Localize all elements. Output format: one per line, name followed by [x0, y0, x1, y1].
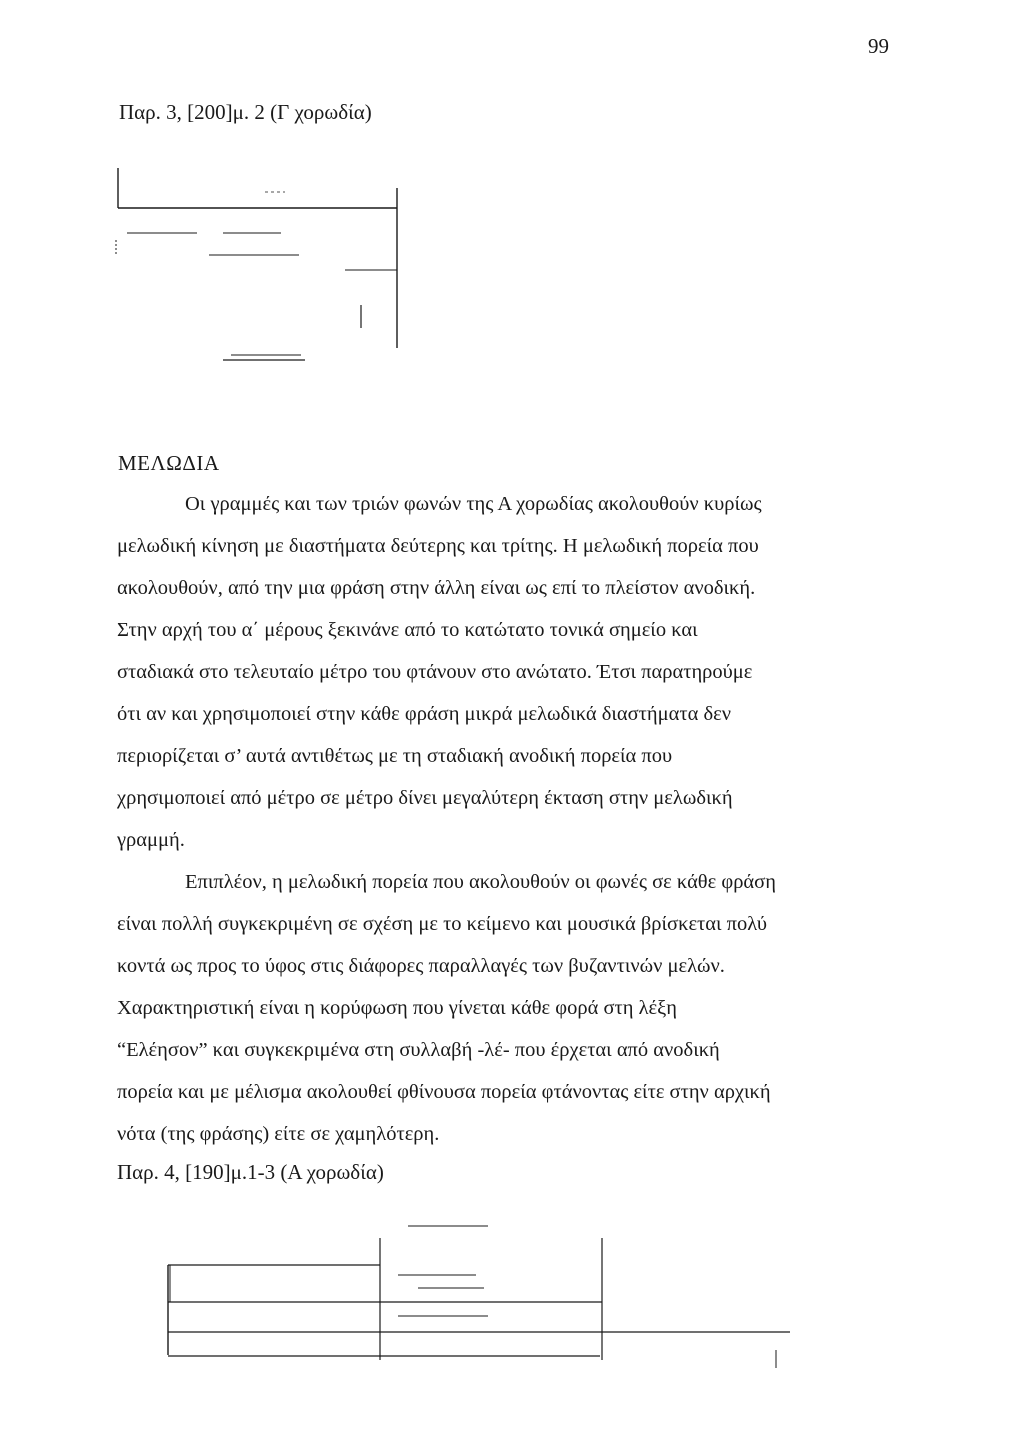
body-line: γραμμή. — [117, 829, 185, 851]
body-line: Οι γραμμές και των τριών φωνών της Α χορωδίας ακολουθούν κυρίως — [185, 493, 762, 515]
figure-1-graphic — [105, 160, 415, 380]
body-line: Επιπλέον, η μελωδική πορεία που ακολουθούν οι φωνές σε κάθε φράση — [185, 871, 776, 893]
body-line: είναι πολλή συγκεκριμένη σε σχέση με το κείμενο και μουσικά βρίσκεται πολύ — [117, 913, 767, 935]
figure-2-caption: Παρ. 4, [190]μ.1-3 (Α χορωδία) — [117, 1160, 384, 1184]
body-line: ακολουθούν, από την μια φράση στην άλλη είναι ως επί το πλείστον ανοδική. — [117, 577, 756, 599]
figure-2-graphic — [160, 1210, 800, 1370]
figure-1-svg — [105, 160, 415, 380]
body-line: Χαρακτηριστική είναι η κορύφωση που γίνεται κάθε φορά στη λέξη — [117, 997, 677, 1019]
body-line: Στην αρχή του α΄ μέρους ξεκινάνε από το κατώτατο τονικά σημείο και — [117, 619, 698, 641]
body-line: περιορίζεται σ’ αυτά αντιθέτως με τη σταδιακή ανοδική πορεία που — [117, 745, 673, 767]
body-line: κοντά ως προς το ύφος στις διάφορες παραλλαγές των βυζαντινών μελών. — [117, 955, 725, 977]
body-line: σταδιακά στο τελευταίο μέτρο του φτάνουν στο ανώτατο. Έτσι παρατηρούμε — [117, 661, 753, 683]
body-line: ότι αν και χρησιμοποιεί στην κάθε φράση μικρά μελωδικά διαστήματα δεν — [117, 703, 732, 725]
body-line: νότα (της φράσης) είτε σε χαμηλότερη. — [117, 1123, 440, 1145]
body-line: πορεία και με μέλισμα ακολουθεί φθίνουσα πορεία φτάνοντας είτε στην αρχική — [117, 1081, 771, 1103]
body-line: “Ελέησον” και συγκεκριμένα στη συλλαβή -λέ- που έρχεται από ανοδική — [117, 1039, 720, 1061]
body-line: χρησιμοποιεί από μέτρο σε μέτρο δίνει μεγαλύτερη έκταση στην μελωδική — [117, 787, 733, 809]
figure-2-svg — [160, 1210, 800, 1370]
section-heading: ΜΕΛΩΔΙΑ — [118, 451, 220, 475]
body-line: μελωδική κίνηση με διαστήματα δεύτερης και τρίτης. Η μελωδική πορεία που — [117, 535, 759, 557]
figure-1-caption: Παρ. 3, [200]μ. 2 (Γ χορωδία) — [119, 100, 372, 124]
page-number: 99 — [868, 34, 889, 58]
